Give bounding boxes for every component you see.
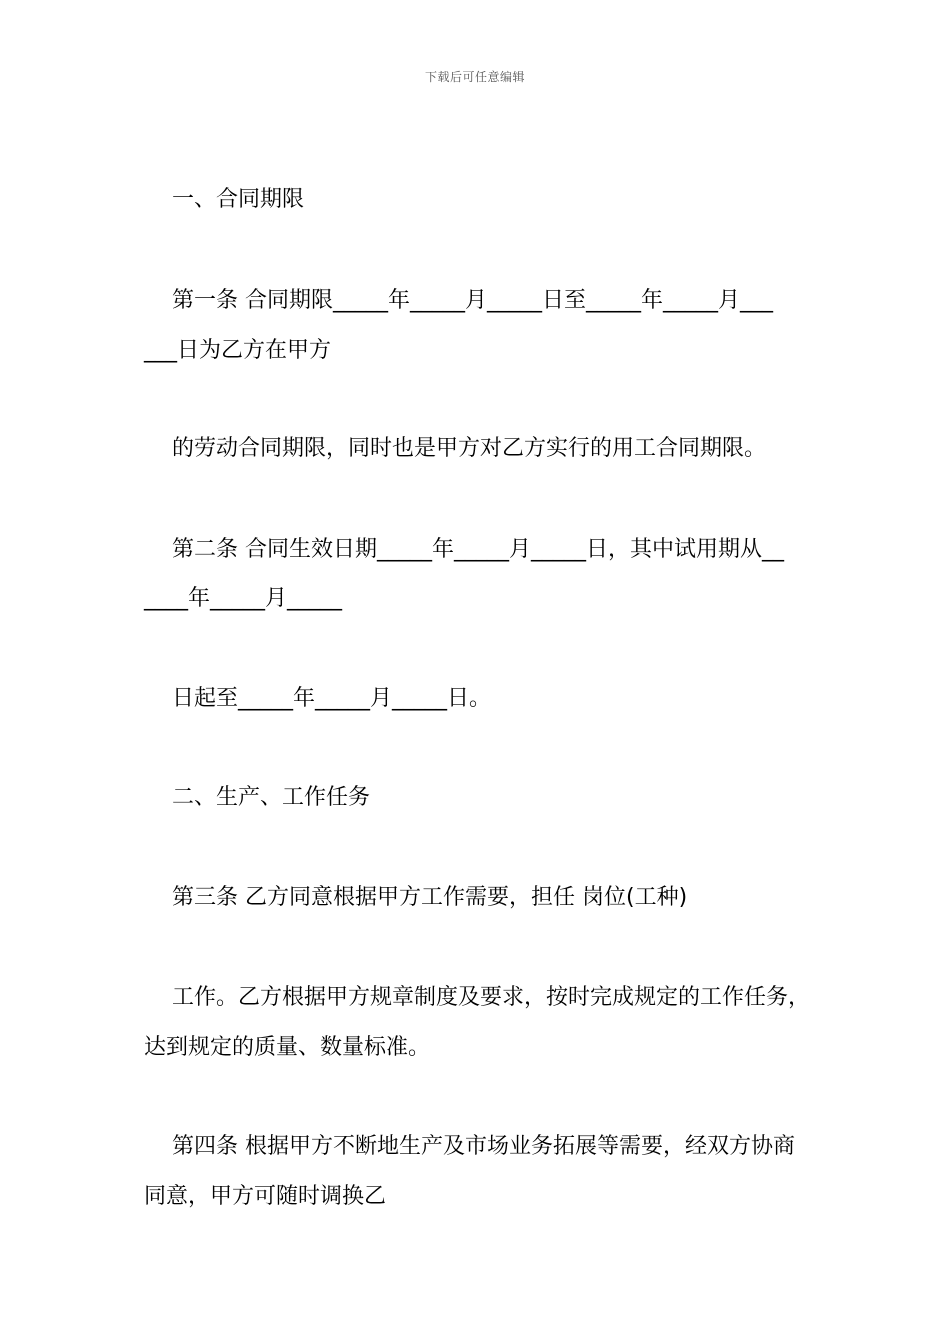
article-1-line-2: ___日为乙方在甲方 <box>144 338 332 363</box>
article-2-line-1: 第二条 合同生效日期_____年_____月_____日，其中试用期从__ <box>172 537 784 562</box>
article-3-line-1: 第三条 乙方同意根据甲方工作需要，担任 岗位(工种) <box>172 885 688 910</box>
article-4-line-1: 第四条 根据甲方不断地生产及市场业务拓展等需要，经双方协商 <box>172 1134 795 1159</box>
article-1-line-3: 的劳动合同期限，同时也是甲方对乙方实行的用工合同期限。 <box>172 436 767 461</box>
section-heading-production-tasks: 二、生产、工作任务 <box>172 785 371 810</box>
article-4-line-2: 同意，甲方可随时调换乙 <box>144 1184 387 1209</box>
article-3-line-3: 达到规定的质量、数量标准。 <box>144 1035 431 1060</box>
page-header-note: 下载后可任意编辑 <box>424 70 525 84</box>
section-heading-contract-term: 一、合同期限 <box>172 187 305 212</box>
article-2-line-3: 日起至_____年_____月_____日。 <box>172 686 492 711</box>
article-2-line-2: ____年_____月_____ <box>144 586 343 611</box>
article-1-line-1: 第一条 合同期限_____年_____月_____日至_____年_____月___ <box>172 288 773 313</box>
article-3-line-2: 工作。乙方根据甲方规章制度及要求，按时完成规定的工作任务， <box>172 985 811 1010</box>
